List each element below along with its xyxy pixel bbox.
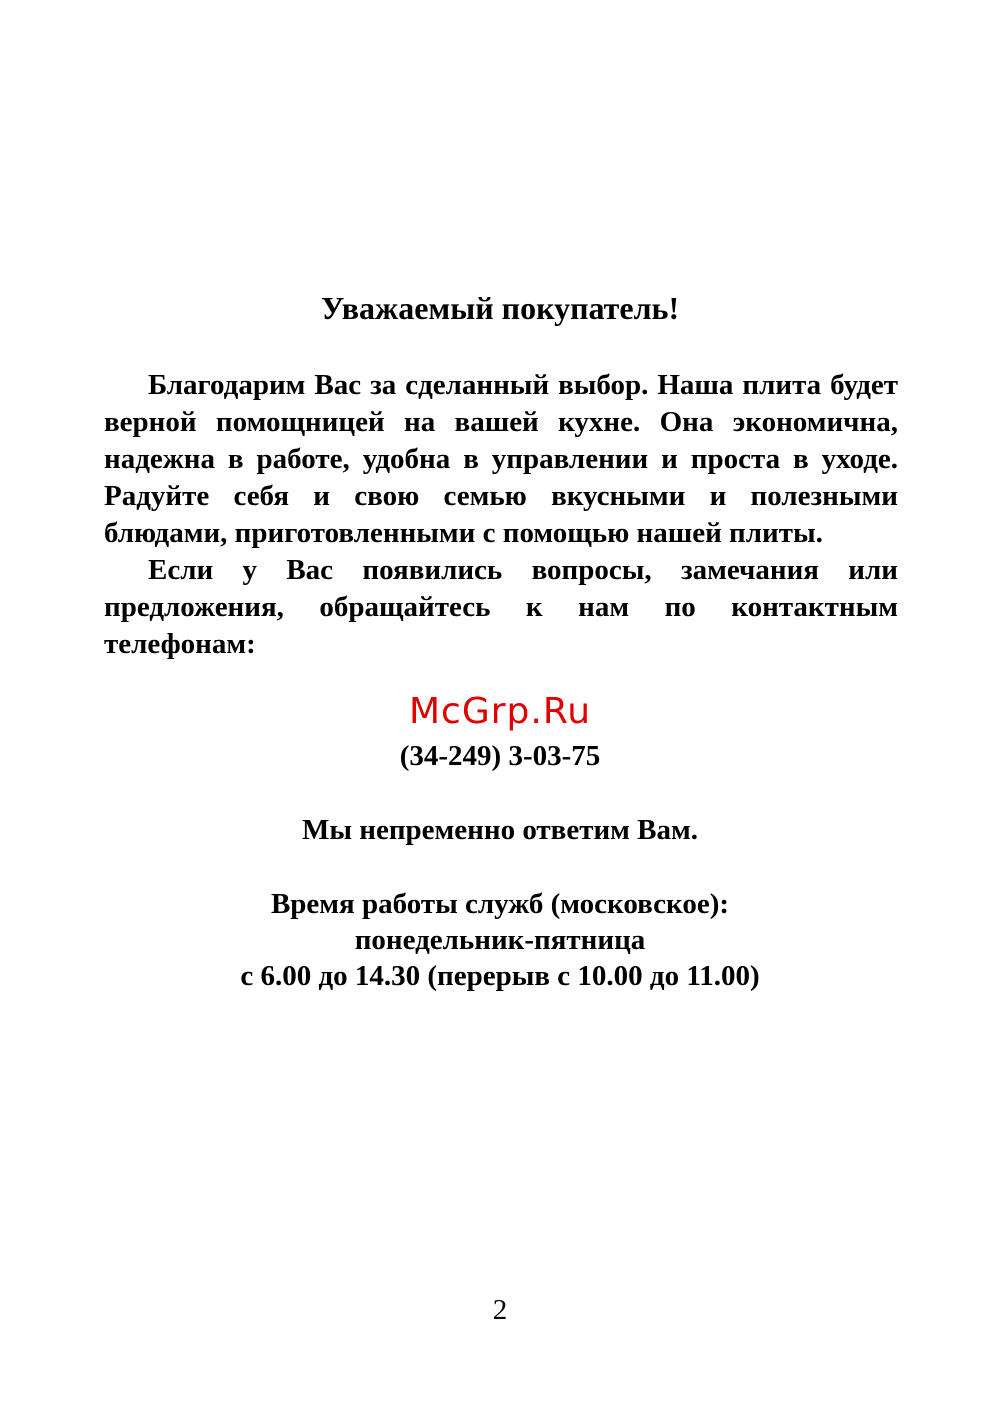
reply-promise: Мы непременно ответим Вам. (301, 814, 699, 846)
phone-number: (34-249) 3-03-75 (399, 740, 601, 772)
page-number: 2 (492, 1294, 508, 1326)
contact-paragraph: Если у Вас появились вопросы, замечания или предложения, обращайтесь к нам по контактным телефонам: (104, 554, 898, 660)
page-heading: Уважаемый покупатель! (320, 290, 680, 326)
hours-days: понедельник-пятница (354, 924, 646, 956)
hours-time: с 6.00 до 14.30 (перерыв с 10.00 до 11.00) (240, 960, 760, 992)
hours-title: Время работы служб (московское): (270, 888, 730, 920)
watermark: McGrp.Ru (408, 691, 592, 732)
service-hours (0, 886, 1000, 994)
thanks-paragraph: Благодарим Вас за сделанный выбор. Наша плита будет верной помощницей на вашей кухне. Она экономична, надежна в работе, удобна в управлении и проста в уходе. Радуйте себя и свою семью вкусными и полезными блюдами, приготовленными с помощью нашей плиты. (104, 369, 898, 549)
body-text (104, 367, 898, 663)
